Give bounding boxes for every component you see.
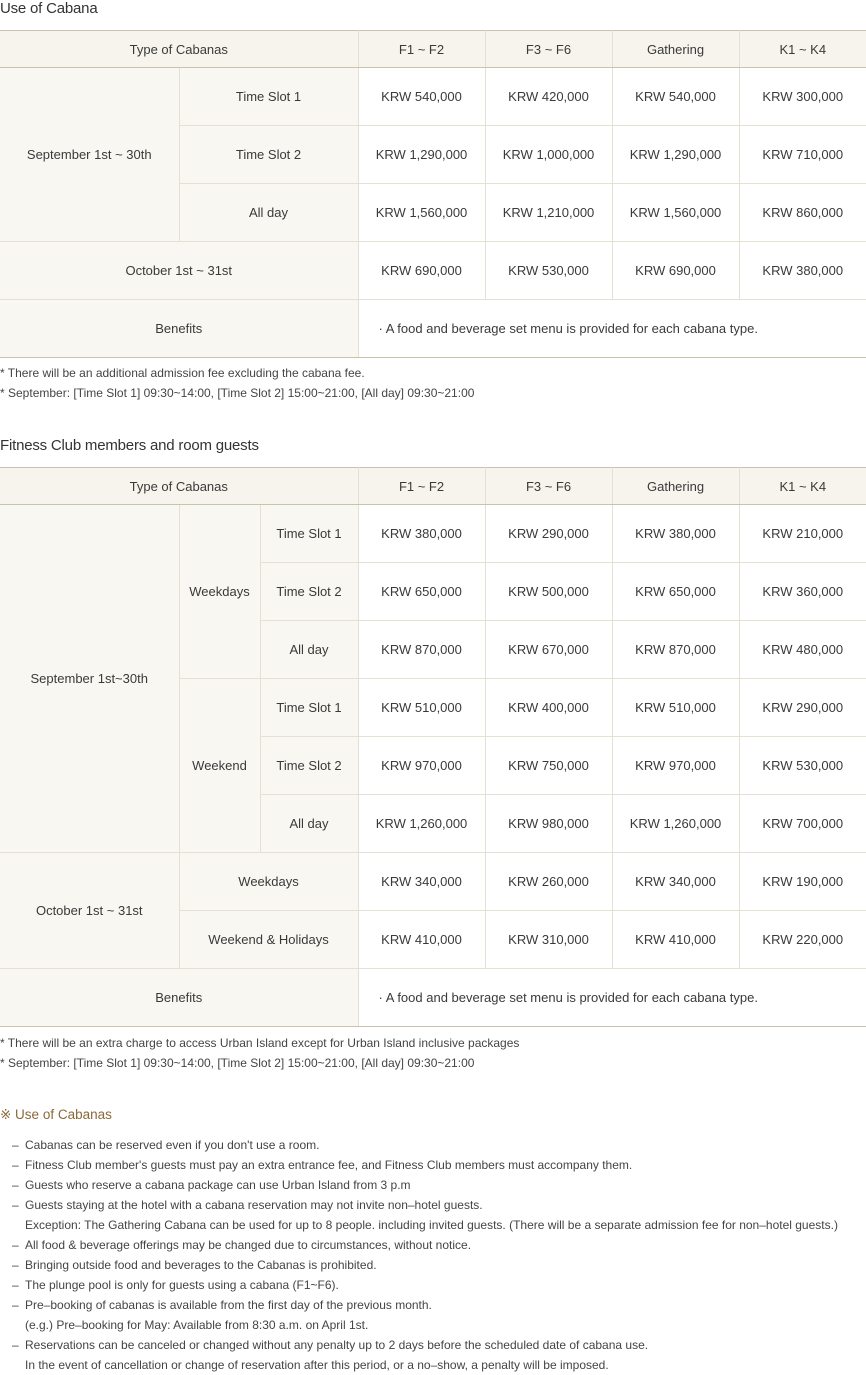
price-cell: KRW 650,000 [358, 563, 485, 621]
price-cell: KRW 410,000 [358, 911, 485, 969]
slot-label: Time Slot 2 [179, 126, 358, 184]
price-cell: KRW 510,000 [358, 679, 485, 737]
rule-text: Pre–booking of cabanas is available from the first day of the previous month. [25, 1298, 432, 1312]
price-cell: KRW 1,290,000 [358, 126, 485, 184]
slot-label: All day [179, 184, 358, 242]
list-item [12, 1335, 838, 1355]
period-label: October 1st ~ 31st [0, 242, 358, 300]
slot-label: Time Slot 2 [260, 737, 358, 795]
header-col: K1 ~ K4 [739, 468, 866, 505]
note-item: * September: [Time Slot 1] 09:30~14:00, [Time Slot 2] 15:00~21:00, [All day] 09:30~21:00 [0, 386, 475, 400]
list-item [12, 1275, 838, 1295]
day-type-label: Weekdays [179, 505, 260, 679]
note-item: * September: [Time Slot 1] 09:30~14:00, [Time Slot 2] 15:00~21:00, [All day] 09:30~21:00 [0, 1056, 475, 1070]
price-cell: KRW 360,000 [739, 563, 866, 621]
benefits-text: · A food and beverage set menu is provided for each cabana type. [358, 969, 866, 1027]
header-type-of-cabanas: Type of Cabanas [0, 31, 358, 68]
rule-text: (e.g.) Pre–booking for May: Available from 8:30 a.m. on April 1st. [25, 1318, 369, 1332]
dash-bullet: – [12, 1298, 19, 1312]
list-item [12, 1135, 838, 1155]
list-item [12, 1195, 838, 1215]
day-type-label: Weekdays [179, 853, 358, 911]
slot-label: All day [260, 621, 358, 679]
table-header-row [0, 31, 866, 68]
list-item [12, 1235, 838, 1255]
note-item: * There will be an additional admission fee excluding the cabana fee. [0, 366, 365, 380]
price-cell: KRW 860,000 [739, 184, 866, 242]
period-label: September 1st~30th [0, 505, 179, 853]
header-col: F1 ~ F2 [358, 31, 485, 68]
day-type-label: Weekend [179, 679, 260, 853]
header-col: F1 ~ F2 [358, 468, 485, 505]
dash-bullet: – [12, 1198, 19, 1212]
section-title-fitness-club: Fitness Club members and room guests [0, 437, 259, 454]
dash-bullet: – [12, 1178, 19, 1192]
list-item [12, 1315, 838, 1335]
note-item: * There will be an extra charge to access Urban Island except for Urban Island inclusive packages [0, 1036, 520, 1050]
header-col: Gathering [612, 31, 739, 68]
price-cell: KRW 1,210,000 [485, 184, 612, 242]
price-cell: KRW 340,000 [612, 853, 739, 911]
price-cell: KRW 650,000 [612, 563, 739, 621]
table-row [0, 853, 866, 911]
price-cell: KRW 290,000 [739, 679, 866, 737]
slot-label: Time Slot 1 [260, 505, 358, 563]
price-cell: KRW 380,000 [358, 505, 485, 563]
price-cell: KRW 870,000 [612, 621, 739, 679]
price-cell: KRW 870,000 [358, 621, 485, 679]
list-item [12, 1155, 838, 1175]
slot-label: All day [260, 795, 358, 853]
price-cell: KRW 510,000 [612, 679, 739, 737]
fitness-club-price-table [0, 467, 866, 1027]
price-cell: KRW 220,000 [739, 911, 866, 969]
usage-rules-list [12, 1135, 838, 1375]
price-cell: KRW 1,290,000 [612, 126, 739, 184]
price-cell: KRW 1,260,000 [358, 795, 485, 853]
price-cell: KRW 340,000 [358, 853, 485, 911]
rule-text: In the event of cancellation or change of reservation after this period, or a no–show, a penalty will be imposed. [25, 1358, 609, 1372]
table-header-row [0, 468, 866, 505]
section2-notes [0, 1033, 519, 1073]
price-cell: KRW 540,000 [358, 68, 485, 126]
price-cell: KRW 670,000 [485, 621, 612, 679]
rule-text: Reservations can be canceled or changed without any penalty up to 2 days before the scheduled date of cabana use. [25, 1338, 649, 1352]
price-cell: KRW 190,000 [739, 853, 866, 911]
price-cell: KRW 310,000 [485, 911, 612, 969]
price-cell: KRW 380,000 [612, 505, 739, 563]
slot-label: Time Slot 2 [260, 563, 358, 621]
section1-notes [0, 363, 474, 403]
header-col: K1 ~ K4 [739, 31, 866, 68]
dash-bullet: – [12, 1158, 19, 1172]
rule-text: Bringing outside food and beverages to the Cabanas is prohibited. [25, 1258, 377, 1272]
benefits-label: Benefits [0, 300, 358, 358]
price-cell: KRW 750,000 [485, 737, 612, 795]
price-cell: KRW 420,000 [485, 68, 612, 126]
price-cell: KRW 530,000 [739, 737, 866, 795]
dash-bullet: – [12, 1138, 19, 1152]
price-cell: KRW 980,000 [485, 795, 612, 853]
price-cell: KRW 690,000 [358, 242, 485, 300]
usage-title: ※ Use of Cabanas [0, 1107, 112, 1122]
cabana-price-table [0, 30, 866, 358]
price-cell: KRW 970,000 [612, 737, 739, 795]
price-cell: KRW 480,000 [739, 621, 866, 679]
rule-text: Cabanas can be reserved even if you don't use a room. [25, 1138, 320, 1152]
slot-label: Time Slot 1 [179, 68, 358, 126]
price-cell: KRW 540,000 [612, 68, 739, 126]
header-col: F3 ~ F6 [485, 468, 612, 505]
rule-text: Guests who reserve a cabana package can use Urban Island from 3 p.m [25, 1178, 411, 1192]
table-row [0, 68, 866, 126]
rule-text: Guests staying at the hotel with a cabana reservation may not invite non–hotel guests. [25, 1198, 483, 1212]
table-row [0, 300, 866, 358]
price-cell: KRW 530,000 [485, 242, 612, 300]
price-cell: KRW 300,000 [739, 68, 866, 126]
period-label: September 1st ~ 30th [0, 68, 179, 242]
day-type-label: Weekend & Holidays [179, 911, 358, 969]
list-item [12, 1215, 838, 1235]
table-row [0, 505, 866, 563]
price-cell: KRW 290,000 [485, 505, 612, 563]
header-type-of-cabanas: Type of Cabanas [0, 468, 358, 505]
dash-bullet: – [12, 1238, 19, 1252]
slot-label: Time Slot 1 [260, 679, 358, 737]
header-col: Gathering [612, 468, 739, 505]
list-item [12, 1255, 838, 1275]
benefits-label: Benefits [0, 969, 358, 1027]
rule-text: Fitness Club member's guests must pay an extra entrance fee, and Fitness Club members must accompany them. [25, 1158, 633, 1172]
list-item [12, 1295, 838, 1315]
dash-bullet: – [12, 1278, 19, 1292]
rule-text: The plunge pool is only for guests using a cabana (F1~F6). [25, 1278, 339, 1292]
list-item [12, 1175, 838, 1195]
rule-text: All food & beverage offerings may be changed due to circumstances, without notice. [25, 1238, 472, 1252]
price-cell: KRW 260,000 [485, 853, 612, 911]
price-cell: KRW 690,000 [612, 242, 739, 300]
price-cell: KRW 1,560,000 [612, 184, 739, 242]
dash-bullet: – [12, 1258, 19, 1272]
dash-bullet: – [12, 1338, 19, 1352]
price-cell: KRW 1,000,000 [485, 126, 612, 184]
table-row [0, 969, 866, 1027]
list-item [12, 1355, 838, 1375]
price-cell: KRW 1,560,000 [358, 184, 485, 242]
price-cell: KRW 970,000 [358, 737, 485, 795]
header-col: F3 ~ F6 [485, 31, 612, 68]
table-row [0, 242, 866, 300]
price-cell: KRW 400,000 [485, 679, 612, 737]
price-cell: KRW 700,000 [739, 795, 866, 853]
price-cell: KRW 410,000 [612, 911, 739, 969]
price-cell: KRW 710,000 [739, 126, 866, 184]
benefits-text: · A food and beverage set menu is provided for each cabana type. [358, 300, 866, 358]
rule-text: Exception: The Gathering Cabana can be used for up to 8 people. including invited guests. (There will be a separate admission fee for non–hotel guests.) [25, 1218, 838, 1232]
price-cell: KRW 380,000 [739, 242, 866, 300]
price-cell: KRW 1,260,000 [612, 795, 739, 853]
section-title-use-of-cabana: Use of Cabana [0, 0, 98, 17]
period-label: October 1st ~ 31st [0, 853, 179, 969]
price-cell: KRW 210,000 [739, 505, 866, 563]
price-cell: KRW 500,000 [485, 563, 612, 621]
